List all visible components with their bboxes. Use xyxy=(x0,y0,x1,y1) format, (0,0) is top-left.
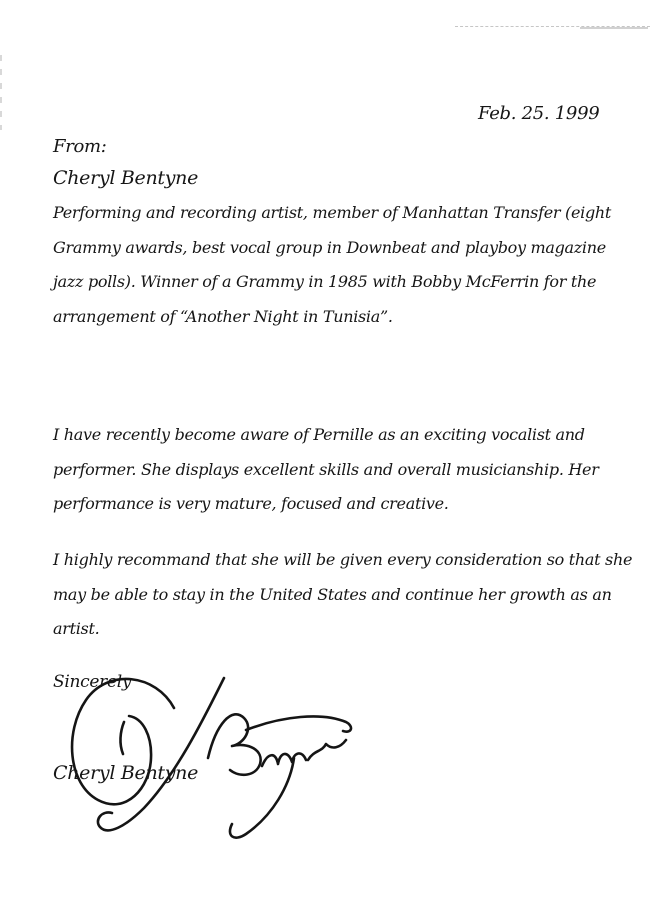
paragraph-line: Grammy awards, best vocal group in Downbeat and playboy magazine xyxy=(53,237,606,257)
paragraph-line: arrangement of “Another Night in Tunisia”. xyxy=(53,306,393,326)
body-paragraph-1 xyxy=(53,418,599,522)
scan-artifact-edge xyxy=(0,55,2,130)
paragraph-line: I highly recommand that she will be given every consideration so that she xyxy=(53,550,633,569)
letter-date: Feb. 25. 1999 xyxy=(478,103,600,124)
paragraph-line: Performing and recording artist, member of Manhattan Transfer (eight xyxy=(53,203,612,222)
scan-artifact-smudge xyxy=(580,27,648,29)
paragraph-line: performer. She displays excellent skills and overall musicianship. Her xyxy=(53,459,599,479)
intro-paragraph xyxy=(53,196,611,334)
body-paragraph-2 xyxy=(53,543,632,647)
paragraph-line: artist. xyxy=(53,619,100,638)
paragraph-line: I have recently become aware of Pernille as an exciting vocalist and xyxy=(53,425,585,444)
paragraph-line: performance is very mature, focused and creative. xyxy=(53,494,449,513)
from-name: Cheryl Bentyne xyxy=(53,167,199,189)
from-label: From: xyxy=(53,136,107,157)
closing: Sincerely xyxy=(53,672,132,692)
typed-signature-name: Cheryl Bentyne xyxy=(53,762,199,784)
paragraph-line: may be able to stay in the United States and continue her growth as an xyxy=(53,584,612,604)
signature-icon xyxy=(46,664,366,854)
paragraph-line: jazz polls). Winner of a Grammy in 1985 with Bobby McFerrin for the xyxy=(53,272,597,291)
